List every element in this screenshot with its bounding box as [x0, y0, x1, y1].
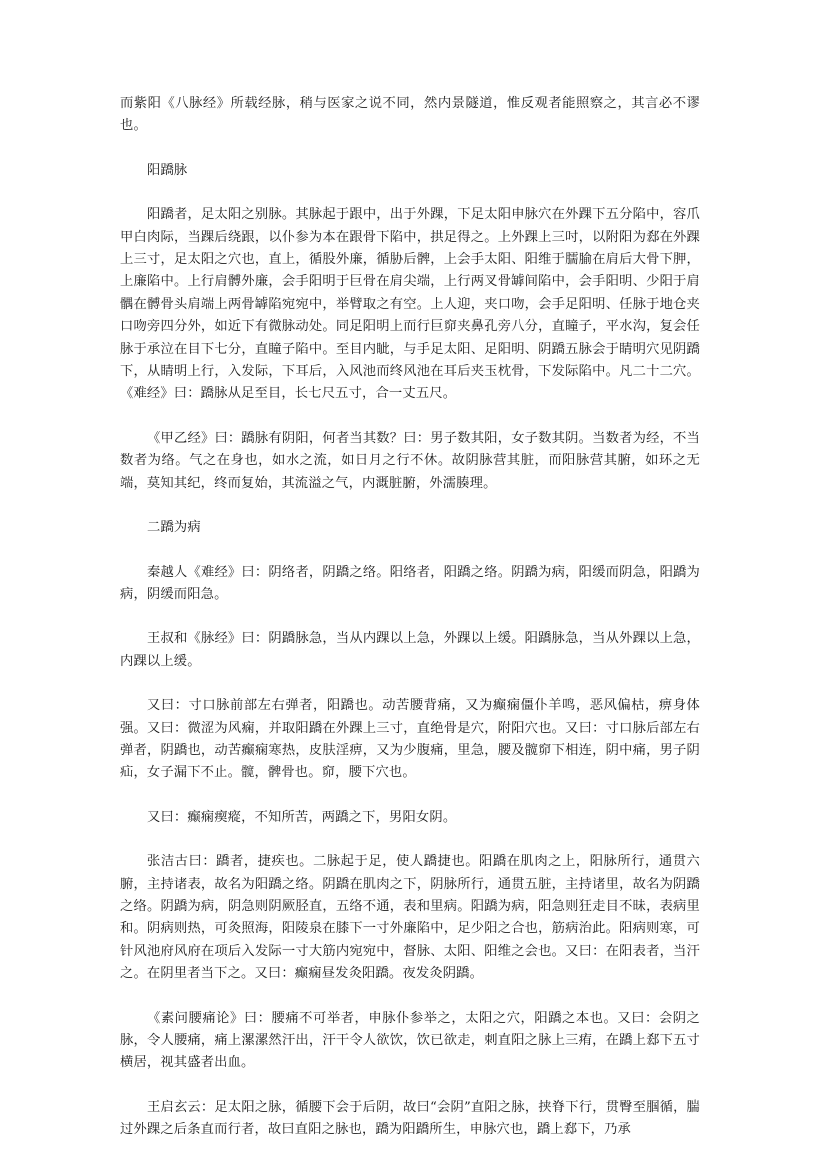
paragraph: 又曰：寸口脉前部左右弹者，阳蹻也。动苦腰背痛，又为癫痫僵仆羊鸣，恶风偏枯，痹身体强。又曰：微涩为风痫，并取阳蹻在外踝上三寸，直绝骨是穴，附阳穴也。又曰：寸口脉后部左右弹者，阴蹻也，动苦癫痫寒热，皮肤淫痹，又为少腹痛，里急，腰及髋窌下相连，阴中痛，男子阴疝，女子漏下不止。髋，髀骨也。窌，腰下穴也。 — [120, 698, 700, 781]
paragraph: 而紫阳《八脉经》所载经脉，稍与医家之说不同，然内景隧道，惟反观者能照察之，其言必不谬也。 — [120, 96, 700, 134]
paragraph: 又曰：癫痫瘈瘲，不知所苦，两蹻之下，男阳女阴。 — [147, 809, 457, 825]
document-body — [120, 93, 700, 1164]
paragraph: 王启玄云：足太阳之脉，循腰下会于后阴，故曰“会阴”直阳之脉，挟脊下行，贯臀至腘循，腨过外踝之后条直而行者，故曰直阳之脉也，蹻为阳蹻所生，申脉穴也，蹻上郄下，乃承 — [120, 1099, 700, 1138]
paragraph: 秦越人《难经》曰：阴络者，阴蹻之络。阳络者，阳蹻之络。阴蹻为病，阳缓而阴急，阳蹻为病，阴缓而阳急。 — [120, 564, 700, 602]
section-heading: 阳蹻脉 — [147, 162, 188, 178]
section-heading: 二蹻为病 — [147, 520, 201, 536]
paragraph: 阳蹻者，足太阳之别脉。其脉起于跟中，出于外踝，下足太阳申脉穴在外踝下五分陷中，容爪甲白肉际，当踝后绕跟，以仆参为本在跟骨下陷中，拱足得之。上外踝上三吋，以附阳为郄在外踝上三寸，足太阳之穴也，直上，循股外廉，循胁后髀，上会手太阳、阳维于臑腧在肩后大骨下胛，上廉陷中。上行肩髆外廉，会手阳明于巨骨在肩尖端，上行两叉骨罅间陷中，会手阳明、少阳于肩髃在髆骨头肩端上两骨罅陷宛宛中，举臂取之有空。上人迎，夹口吻，会手足阳明、任脉于地仓夹口吻旁四分外，如近下有微脉动处。同足阳明上而行巨窌夹鼻孔旁八分，直瞳子，平水沟，复会任脉于承泣在目下七分，直瞳子陷中。至目内眦，与手足太阳、足阳明、阴蹻五脉会于睛明穴见阴蹻下，从睛明上行，入发际，下耳后，入风池而终风池在耳后夹玉枕骨，下发际陷中。凡二十二穴。《难经》曰：蹻脉从足至目，长七尺五寸，合一丈五尺。 — [120, 207, 700, 402]
paragraph: 张洁古曰：蹻者，捷疾也。二脉起于足，使人蹻捷也。阳蹻在肌肉之上，阳脉所行，通贯六腑，主持诸表，故名为阳蹻之络。阴蹻在肌肉之下，阴脉所行，通贯五脏，主持诸里，故名为阴蹻之络。阴蹻为病，阴急则阴厥胫直，五络不通，表和里病。阳蹻为病，阳急则狂走目不昧，表病里和。阴病则热，可灸照海，阳陵泉在膝下一寸外廉陷中，足少阳之合也，筋病治此。阳病则寒，可针风池府风府在项后入发际一寸大筋内宛宛中，督脉、太阳、阳维之会也。又曰：在阳表者，当汗之。在阴里者当下之。又曰：癫痫昼发灸阳蹻。夜发灸阴蹻。 — [120, 854, 700, 982]
paragraph: 《甲乙经》曰：蹻脉有阴阳，何者当其数？曰：男子数其阳，女子数其阴。当数者为经，不当数者为络。气之在身也，如水之流，如日月之行不休。故阴脉营其脏，而阳脉营其腑，如环之无端，莫知其纪，终而复始，其流溢之气，内溉脏腑，外濡腠理。 — [120, 430, 700, 491]
paragraph: 《素问腰痛论》曰：腰痛不可举者，申脉仆参举之，太阳之穴，阳蹻之本也。又曰：会阴之脉，令人腰痛，痛上漯漯然汗出，汗干令人欲饮，饮已欲走，刺直阳之脉上三痏，在蹻上郄下五寸横居，视其盛者出血。 — [120, 1010, 700, 1071]
paragraph: 王叔和《脉经》曰：阴蹻脉急，当从内踝以上急，外踝以上缓。阳蹻脉急，当从外踝以上急，内踝以上缓。 — [120, 631, 700, 669]
